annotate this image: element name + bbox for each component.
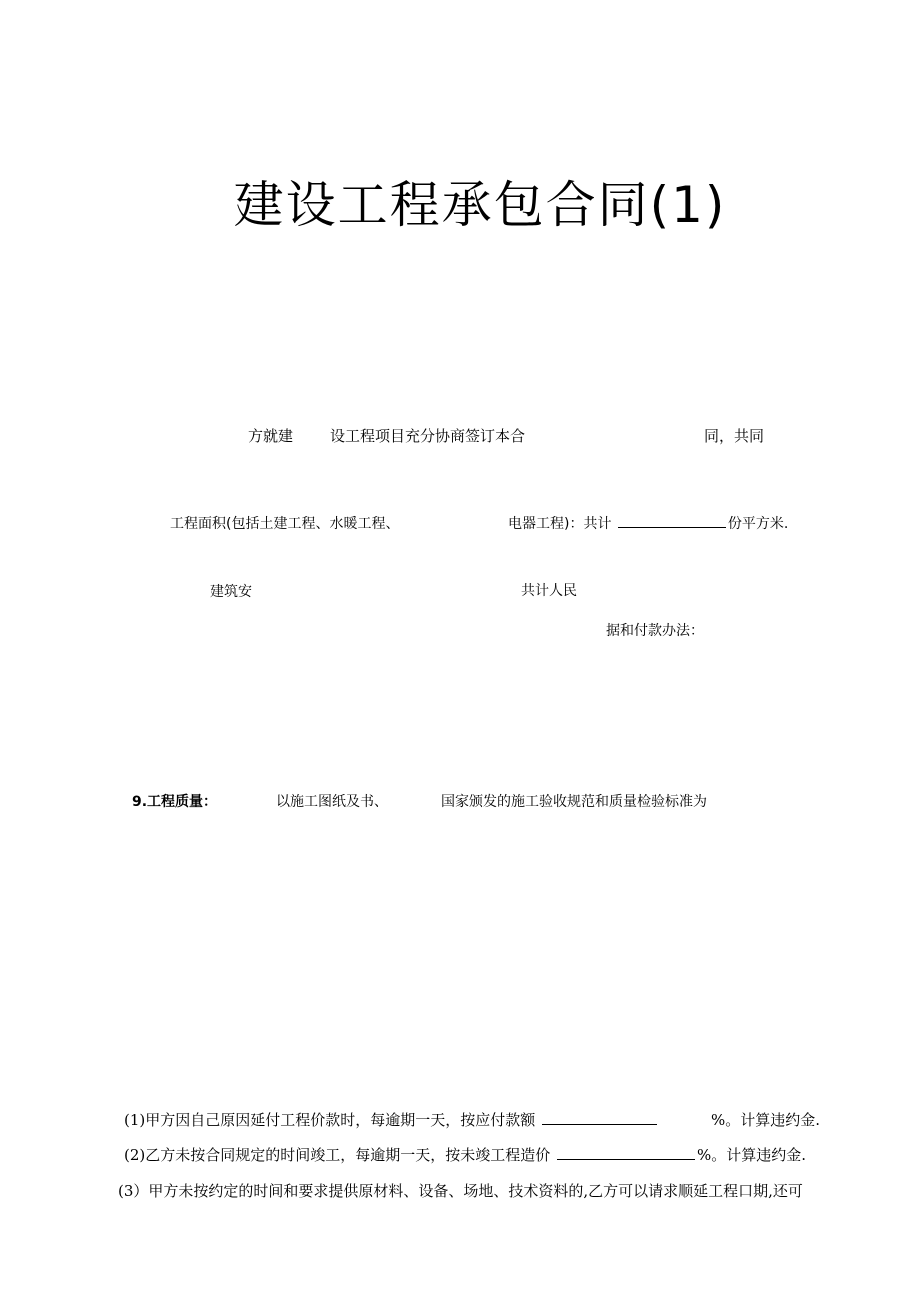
penalty-item-2-text: (2)乙方未按合同规定的时间竣工，每逾期一天，按未竣工程造价 — [124, 1146, 551, 1164]
area-blank[interactable] — [618, 526, 726, 528]
intro-text-part3: 同，共同 — [704, 427, 765, 445]
penalty-item-1-blank[interactable] — [542, 1123, 657, 1125]
penalty-item-2 — [124, 1144, 806, 1165]
area-label-2 — [508, 513, 788, 533]
penalty-item-1 — [124, 1109, 659, 1130]
document-title: 建设工程承包合同(1) — [233, 176, 727, 234]
quality-label — [132, 791, 217, 811]
penalty-item-1-tail: %。计算违约金. — [711, 1111, 821, 1129]
cost-text-part1: 建筑安 — [210, 584, 252, 600]
intro-text-part2: 设工程项目充分协商签订本合 — [330, 427, 526, 445]
penalty-item-2-tail: %。计算违约金. — [697, 1146, 807, 1164]
penalty-item-3: (3）甲方未按约定的时间和要求提供原材料、设备、场地、技术资料的,乙方可以请求顺延工程口期,还可 — [118, 1182, 803, 1200]
quality-text-part1: 以施工图纸及书、 — [276, 794, 388, 810]
area-label: 工程面积(包括土建工程、水暖工程、 — [170, 516, 400, 532]
area-label-2-text: 电器工程)：共计 — [508, 516, 612, 532]
area-unit: 份平方米. — [727, 516, 789, 532]
penalty-item-2-blank[interactable] — [557, 1158, 695, 1160]
quality-label-text: 9.工程质量： — [132, 794, 218, 810]
intro-text-part1: 方就建 — [248, 427, 294, 445]
penalty-item-1-text: (1)甲方因自己原因延付工程价款时，每逾期一天，按应付款额 — [124, 1111, 536, 1129]
cost-text-part2: 共计人民 — [521, 583, 577, 599]
payment-heading: 据和付款办法： — [606, 623, 704, 639]
quality-text-part2: 国家颁发的施工验收规范和质量检验标准为 — [441, 794, 707, 810]
